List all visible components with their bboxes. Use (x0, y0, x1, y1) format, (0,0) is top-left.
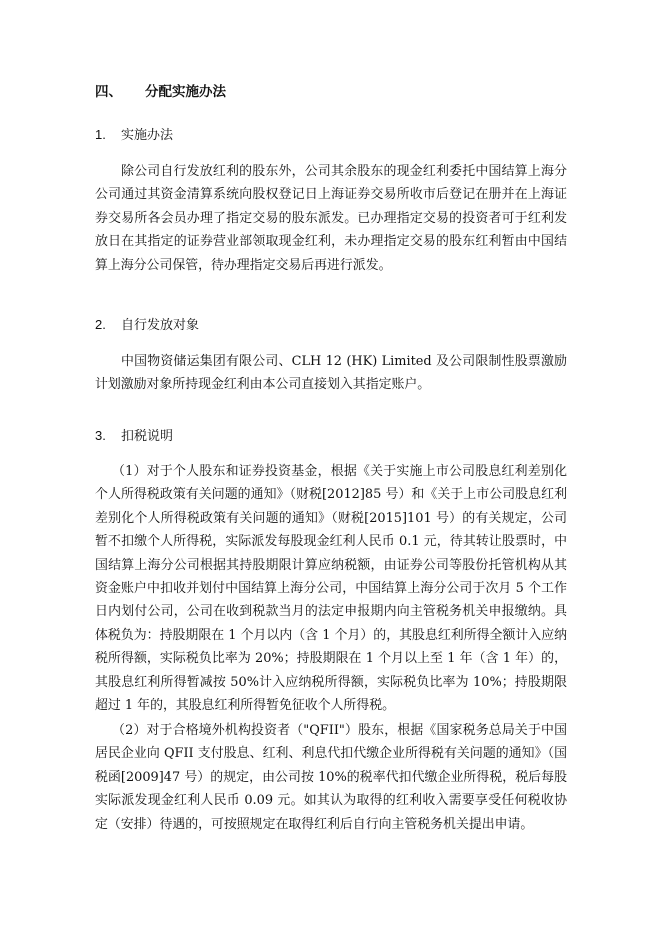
item-title: 实施办法 (121, 128, 174, 143)
item-number: 2. (95, 317, 106, 332)
item-number: 3. (95, 428, 106, 443)
section-heading (95, 80, 226, 100)
item-title: 扣税说明 (121, 429, 174, 444)
paragraph-implementation: 除公司自行发放红利的股东外，公司其余股东的现金红利委托中国结算上海分公司通过其资金清算系统向股权登记日上海证券交易所收市后登记在册并在上海证券交易所各会员办理了指定交易的股东派发。已办理指定交易的投资者可于红利发放日在其指定的证券营业部领取现金红利，未办理指定交易的股东红利暂由中国结算上海分公司保管，待办理指定交易后再进行派发。 (95, 164, 567, 273)
item-number: 1. (95, 127, 106, 142)
section-title: 分配实施办法 (145, 84, 226, 100)
paragraph-self-distribution: 中国物资储运集团有限公司、CLH 12 (HK) Limited 及公司限制性股票激励计划激励对象所持现金红利由本公司直接划入其指定账户。 (95, 354, 567, 393)
paragraph-tax-individual: （1）对于个人股东和证券投资基金，根据《关于实施上市公司股息红利差别化个人所得税政策有关问题的通知》（财税[2012]85 号）和《关于上市公司股息红利差别化个人所得税政策有关问题的通知》（财税[2015]101 号）的有关规定，公司暂不扣缴个人所得税，实际派发每股现金红利人民币 0.1 元，待其转让股票时，中国结算上海分公司根据其持股期限计算应纳税额，由证券公司等股份托管机构从其资金账户中扣收并划付中国结算上海分公司，中国结算上海分公司于次月 5 个工作日内划付公司，公司在收到税款当月的法定申报期内向主管税务机关申报缴纳。具体税负为：持股期限在 1 个月以内（含 1 个月）的，其股息红利所得全额计入应纳税所得额，实际税负比率为 20%；持股期限在 1 个月以上至 1 年（含 1 年）的，其股息红利所得暂减按 50%计入应纳税所得额，实际税负比率为 10%；持股期限超过 1 年的，其股息红利所得暂免征收个人所得税。 (95, 464, 567, 714)
section-number: 四、 (95, 84, 122, 100)
item-title: 自行发放对象 (121, 318, 200, 333)
item-heading-2 (95, 314, 199, 333)
paragraph-tax-qfii: （2）对于合格境外机构投资者（"QFII"）股东，根据《国家税务总局关于中国居民企业向 QFII 支付股息、红利、利息代扣代缴企业所得税有关问题的通知》（国税函[2009]47 号）的规定，由公司按 10%的税率代扣代缴企业所得税，税后每股实际派发现金红利人民币 0.09 元。如其认为取得的红利收入需要享受任何税收协定（安排）待遇的，可按照规定在取得红利后自行向主管税务机关提出申请。 (95, 723, 567, 832)
item-heading-3 (95, 425, 173, 444)
item-heading-1 (95, 124, 173, 143)
